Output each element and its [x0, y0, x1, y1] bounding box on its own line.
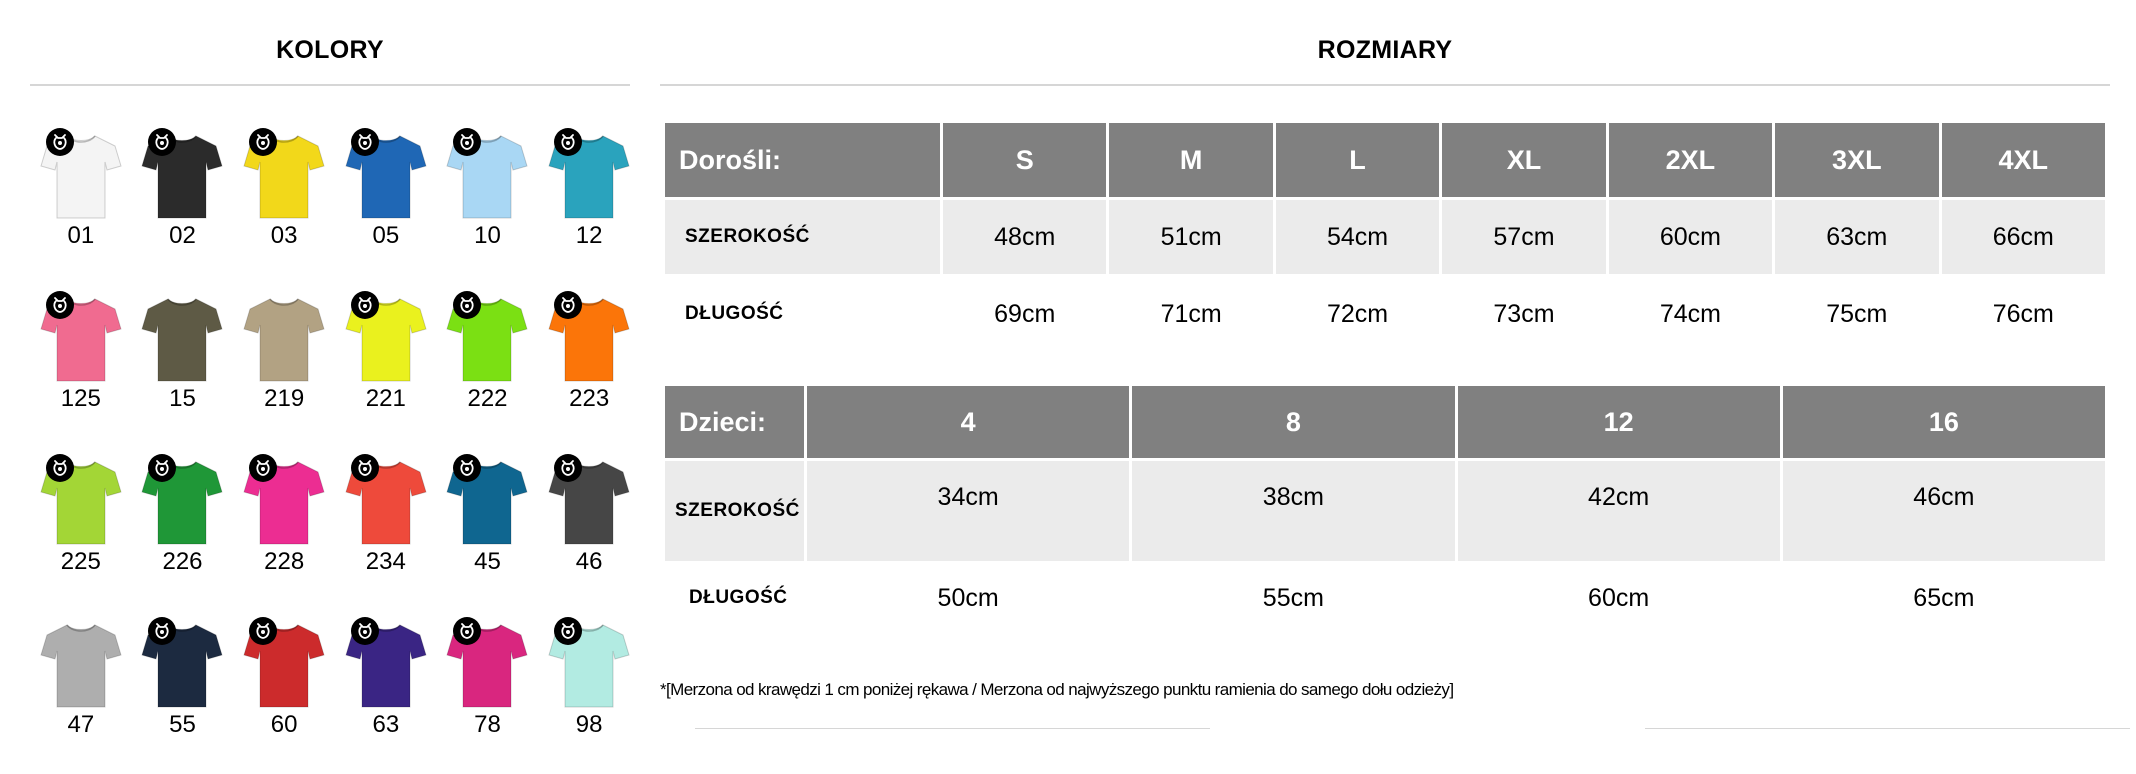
color-swatch [30, 122, 132, 285]
measurement-note: *[Merzona od krawędzi 1 cm poniżej rękawa / Merzona od najwyższego punktu ramienia do samego dołu odzieży] [660, 680, 1454, 699]
color-swatch [30, 285, 132, 448]
table-cell: 69cm [994, 299, 1056, 328]
fluo-badge-icon [148, 128, 176, 156]
kids-size-table [662, 383, 2108, 635]
color-swatch [335, 122, 437, 285]
tshirt-icon [242, 295, 326, 383]
color-code: 78 [474, 711, 501, 738]
row-label-length: DŁUGOŚĆ [689, 587, 788, 608]
color-code: 01 [67, 222, 95, 249]
sizes-title-divider [660, 84, 2110, 86]
table-cell: 38cm [1132, 461, 1454, 561]
fluo-badge-icon [148, 454, 176, 482]
table-cell: 60cm [1609, 200, 1772, 274]
fluo-badge-icon [554, 454, 582, 482]
fluo-badge-icon [453, 128, 481, 156]
color-code: 46 [575, 548, 603, 575]
fluo-badge-icon [351, 128, 379, 156]
color-swatch [538, 448, 640, 611]
fluo-badge-icon [351, 291, 379, 319]
fluo-badge-icon [249, 128, 277, 156]
table-cell: 34cm [807, 461, 1129, 561]
color-swatch [132, 448, 234, 611]
adult-size-3xl: 3XL [1775, 123, 1938, 197]
color-swatch [233, 611, 335, 774]
table-cell: 60cm [1588, 583, 1650, 612]
table-cell: 51cm [1109, 200, 1272, 274]
color-code: 219 [264, 385, 305, 412]
kids-length-row [665, 564, 2105, 632]
color-code: 225 [60, 548, 101, 575]
fluo-badge-icon [453, 291, 481, 319]
adults-size-table [662, 120, 2108, 354]
kid-size-4: 4 [807, 386, 1129, 458]
color-swatch [335, 611, 437, 774]
fluo-badge-icon [46, 291, 74, 319]
table-cell: 63cm [1775, 200, 1938, 274]
color-swatch [538, 122, 640, 285]
color-swatch [30, 611, 132, 774]
table-cell: 48cm [943, 200, 1106, 274]
table-cell: 46cm [1783, 461, 2105, 561]
color-code: 12 [575, 222, 603, 249]
color-code: 05 [372, 222, 400, 249]
table-cell: 66cm [1942, 200, 2105, 274]
color-code: 02 [169, 222, 196, 249]
color-code: 234 [365, 548, 406, 575]
kids-width-row [665, 461, 2105, 561]
color-swatch [233, 122, 335, 285]
color-swatch [132, 122, 234, 285]
color-swatch [233, 285, 335, 448]
table-cell: 54cm [1276, 200, 1439, 274]
adult-size-s: S [943, 123, 1106, 197]
color-swatch [437, 611, 539, 774]
color-swatch [437, 285, 539, 448]
fluo-badge-icon [46, 128, 74, 156]
tshirt-icon [39, 621, 123, 709]
table-cell: 55cm [1262, 583, 1324, 612]
table-cell: 74cm [1659, 299, 1721, 328]
adults-width-row [665, 200, 2105, 274]
color-swatch [30, 448, 132, 611]
color-code: 222 [467, 385, 508, 412]
fluo-badge-icon [351, 454, 379, 482]
color-code: 226 [162, 548, 203, 575]
fluo-badge-icon [148, 617, 176, 645]
color-code: 125 [60, 385, 101, 412]
color-swatch [437, 122, 539, 285]
table-cell: 71cm [1160, 299, 1222, 328]
table-cell: 42cm [1458, 461, 1780, 561]
color-code: 228 [264, 548, 305, 575]
color-code: 98 [575, 711, 603, 738]
table-cell: 73cm [1493, 299, 1555, 328]
fluo-badge-icon [249, 617, 277, 645]
row-label-width: SZEROKOŚĆ [665, 200, 940, 274]
kid-size-12: 12 [1458, 386, 1780, 458]
color-swatch [538, 611, 640, 774]
color-code: 45 [474, 548, 501, 575]
fluo-badge-icon [46, 454, 74, 482]
adult-size-m: M [1109, 123, 1272, 197]
color-code: 55 [169, 711, 196, 738]
table-cell: 57cm [1442, 200, 1605, 274]
adults-length-row [665, 277, 2105, 351]
footer-divider-right [1645, 728, 2130, 729]
colors-title: KOLORY [276, 36, 384, 64]
table-cell: 75cm [1826, 299, 1888, 328]
row-label-length: DŁUGOŚĆ [685, 303, 784, 324]
kid-size-16: 16 [1783, 386, 2105, 458]
color-code: 03 [270, 222, 298, 249]
fluo-badge-icon [249, 454, 277, 482]
colors-title-divider [30, 84, 630, 86]
color-code: 15 [169, 385, 196, 412]
table-cell: 65cm [1913, 583, 1975, 612]
kids-label: Dzieci: [665, 386, 804, 458]
color-swatch [335, 285, 437, 448]
row-label-width: SZEROKOŚĆ [665, 461, 804, 561]
adults-label: Dorośli: [665, 123, 940, 197]
fluo-badge-icon [554, 128, 582, 156]
adult-size-2xl: 2XL [1609, 123, 1772, 197]
fluo-badge-icon [453, 617, 481, 645]
fluo-badge-icon [453, 454, 481, 482]
color-code: 10 [474, 222, 501, 249]
tshirt-icon [140, 295, 224, 383]
color-code: 60 [270, 711, 298, 738]
color-code: 223 [569, 385, 610, 412]
fluo-badge-icon [554, 291, 582, 319]
adult-size-xl: XL [1442, 123, 1605, 197]
color-swatch [335, 448, 437, 611]
table-cell: 72cm [1326, 299, 1389, 328]
fluo-badge-icon [351, 617, 379, 645]
sizes-title: ROZMIARY [1317, 36, 1453, 64]
table-cell: 50cm [937, 583, 999, 612]
kid-size-8: 8 [1132, 386, 1454, 458]
color-swatch [437, 448, 539, 611]
color-code: 47 [67, 711, 95, 738]
color-swatch [538, 285, 640, 448]
color-swatch [233, 448, 335, 611]
fluo-badge-icon [554, 617, 582, 645]
color-swatch [132, 611, 234, 774]
adult-size-l: L [1276, 123, 1439, 197]
color-code: 221 [365, 385, 406, 412]
adult-size-4xl: 4XL [1942, 123, 2105, 197]
footer-divider-left [695, 728, 1210, 729]
color-code: 63 [372, 711, 400, 738]
color-swatch-grid [30, 122, 640, 742]
color-swatch [132, 285, 234, 448]
table-cell: 76cm [1992, 299, 2054, 328]
